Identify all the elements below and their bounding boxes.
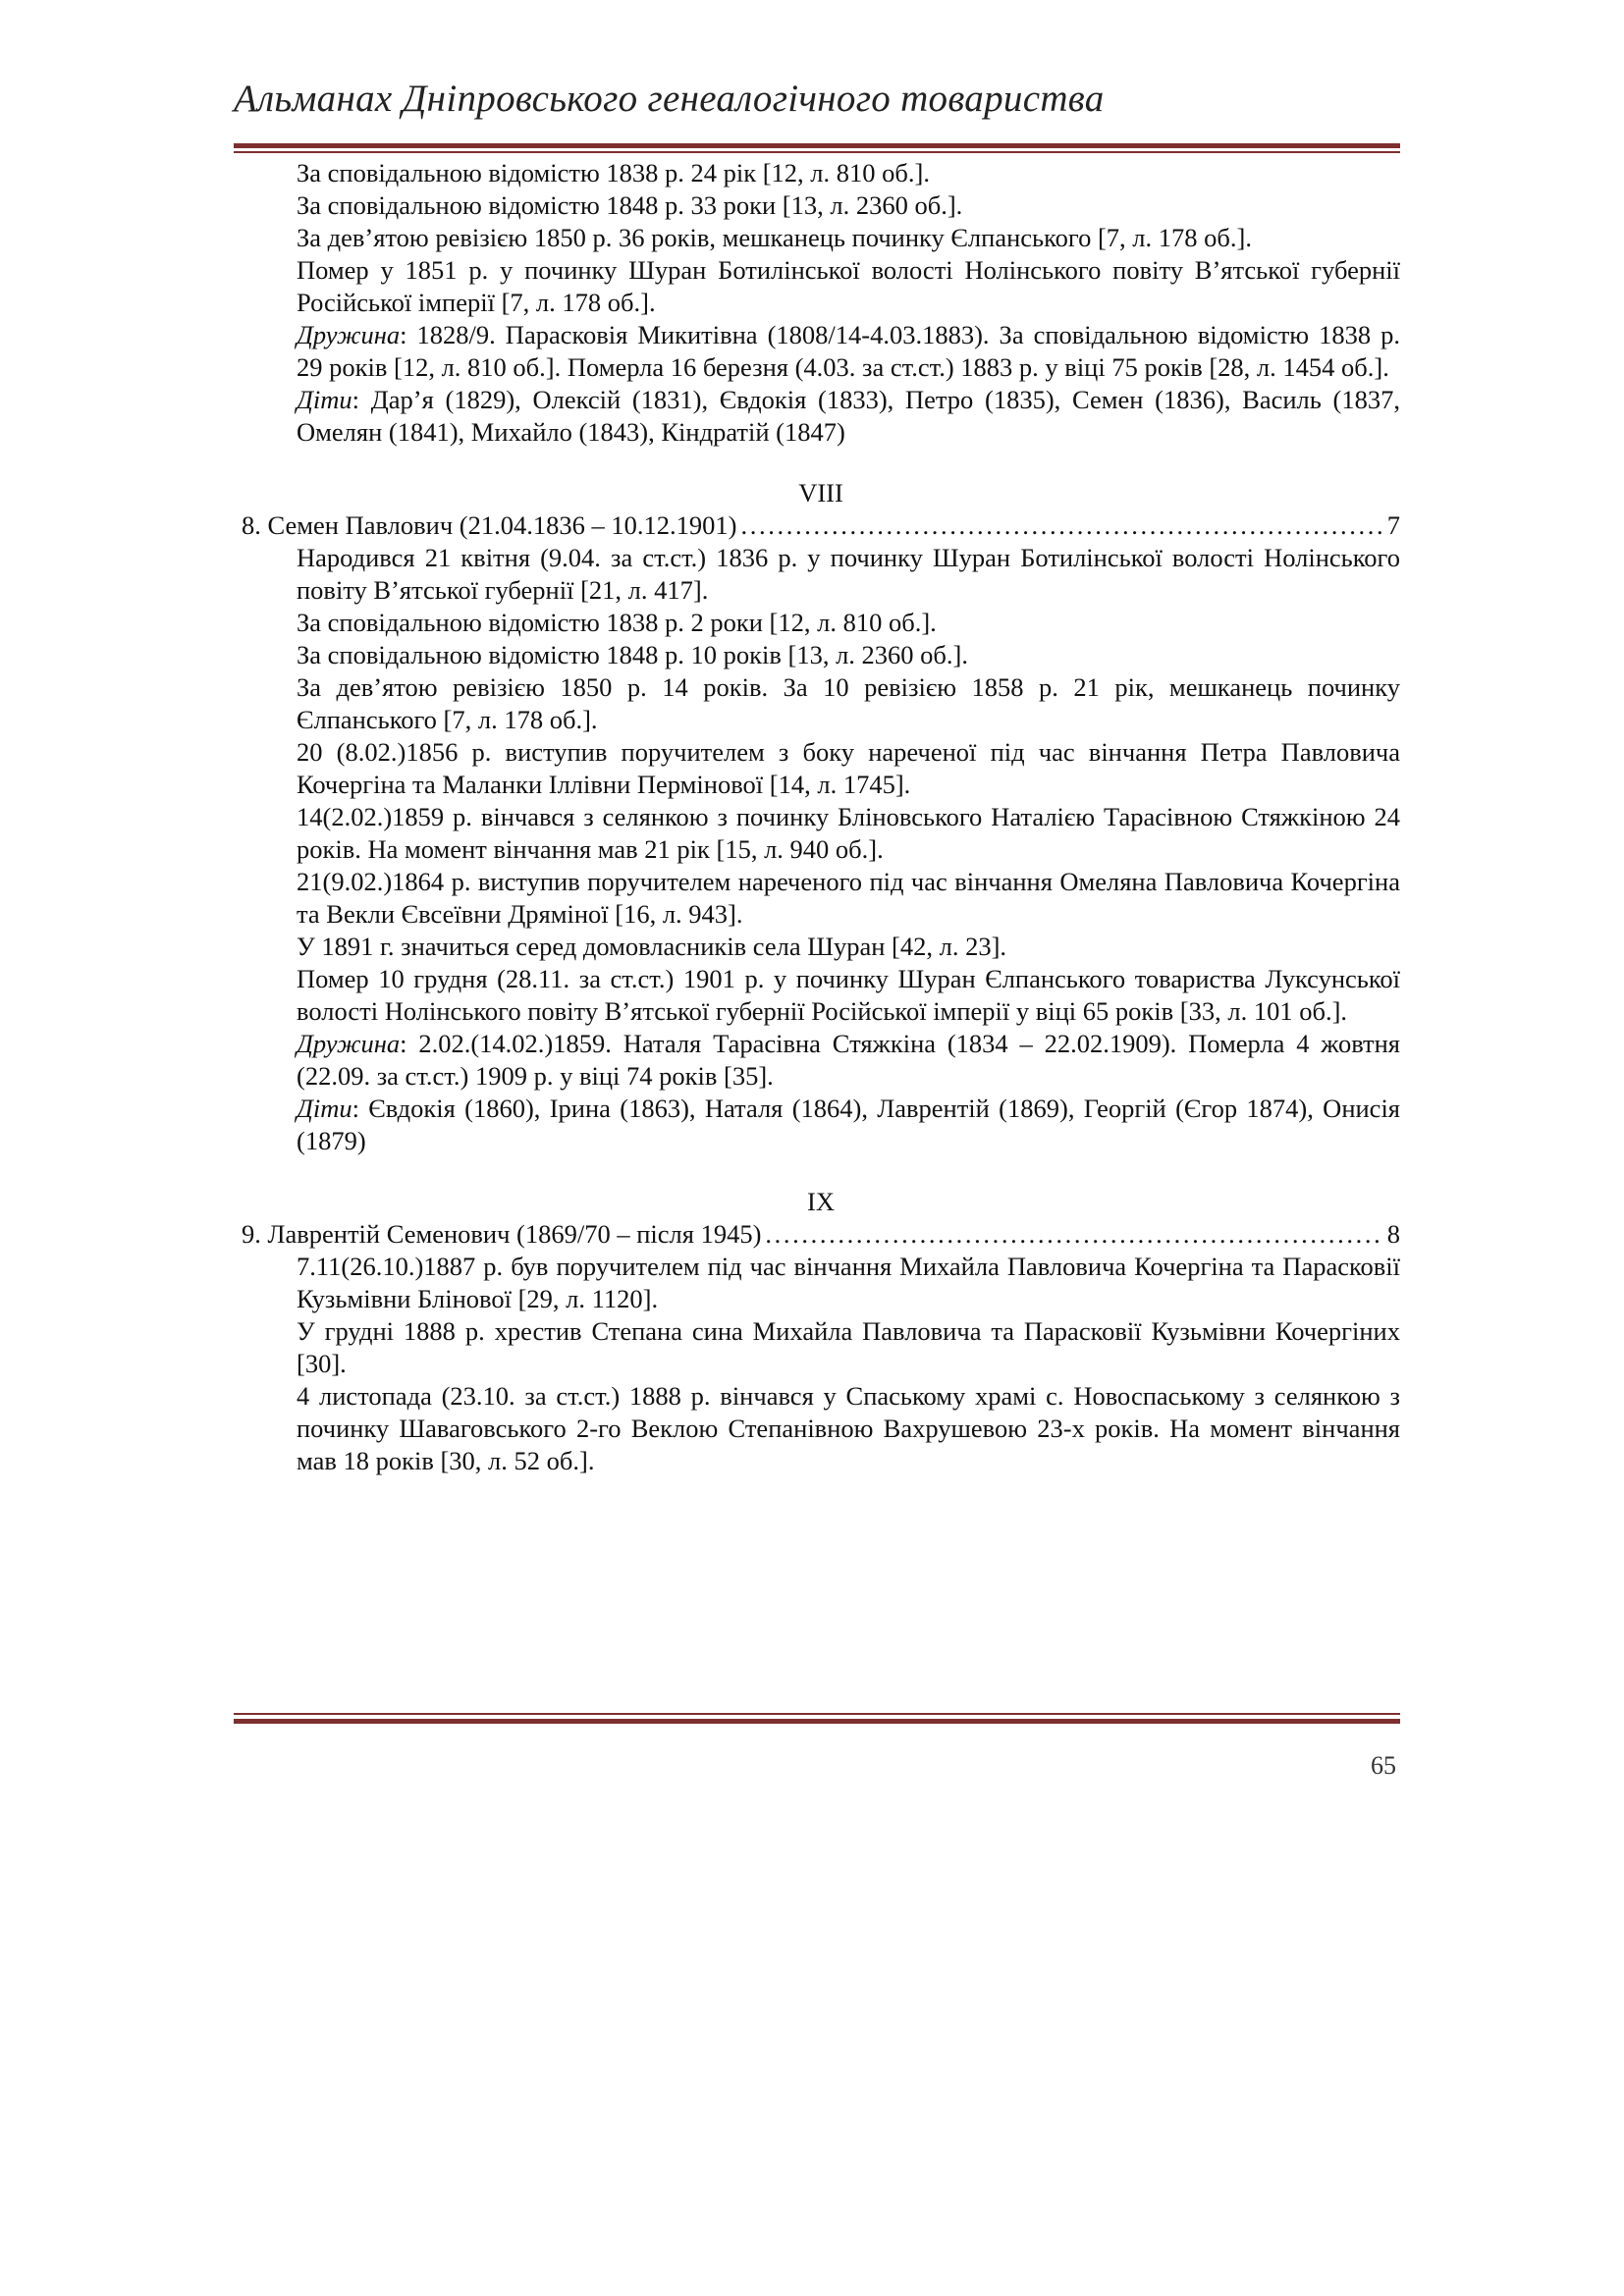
entry-ref: 7 [1386, 510, 1400, 540]
running-header-title: Альманах Дніпровського генеалогічного товариства [234, 78, 1105, 120]
paragraph: 21(9.02.)1864 р. виступив поручителем нареченого під час вінчання Омеляна Павловича Кочергіна та Векли Євсеївни Дряміної [16, л. 943]. [297, 867, 1400, 929]
spouse-paragraph: Дружина: 1828/9. Парасковія Микитівна (1808/14-4.03.1883). За сповідальною відомістю 1838 р. 29 років [12, л. 810 об.]. Померла 16 березня (4.03. за ст.ст.) 1883 р. у віці 75 років [28, л. 1454 об.]. [297, 320, 1400, 382]
section-title-ix: IX [807, 1187, 835, 1216]
children-paragraph: Діти: Дар’я (1829), Олексій (1831), Євдокія (1833), Петро (1835), Семен (1836), Василь (1837, Омелян (1841), Михайло (1843), Кіндратій (1847) [297, 385, 1400, 447]
entry-heading: 9. Лаврентій Семенович (1869/70 – після 1945) [242, 1219, 762, 1249]
paragraph: Помер 10 грудня (28.11. за ст.ст.) 1901 р. у починку Шуран Єлпанського товариства Луксунської волості Нолінського повіту В’ятської губернії Російської імперії у віці 65 років [33, л. 101 об.]. [297, 964, 1400, 1026]
entry-ref: 8 [1386, 1219, 1400, 1249]
paragraph: Народився 21 квітня (9.04. за ст.ст.) 1836 р. у починку Шуран Ботилінської волості Нолінського повіту В’ятської губернії [21, л. 417]. [297, 543, 1400, 605]
children-paragraph: Діти: Євдокія (1860), Ірина (1863), Наталя (1864), Лаврентій (1869), Георгій (Єгор 1874), Онисія (1879) [297, 1094, 1400, 1155]
section-ix-body [242, 1251, 1400, 1477]
children-label: Діти [297, 385, 352, 414]
toc-entry-9 [242, 1218, 1400, 1251]
paragraph: За сповідальною відомістю 1848 р. 10 років [13, л. 2360 об.]. [297, 640, 968, 669]
paragraph: У 1891 г. значиться серед домовласників села Шуран [42, л. 23]. [297, 932, 1007, 961]
toc-entry-8 [242, 509, 1400, 542]
paragraph: За сповідальною відомістю 1848 р. 33 роки [13, л. 2360 об.]. [297, 190, 963, 220]
paragraph: У грудні 1888 р. хрестив Степана сина Михайла Павловича та Парасковії Кузьмівни Кочергіних [30]. [297, 1316, 1400, 1378]
top-block [242, 157, 1400, 449]
paragraph: За дев’ятою ревізією 1850 р. 36 років, мешканець починку Єлпанського [7, л. 178 об.]. [297, 223, 1252, 252]
paragraph: 20 (8.02.)1856 р. виступив поручителем з боку нареченої під час вінчання Петра Павловича Кочергіна та Маланки Іллівни Пермінової [14, л. 1745]. [297, 737, 1400, 799]
paragraph: Помер у 1851 р. у починку Шуран Ботилінської волості Нолінського повіту В’ятської губернії Російської імперії [7, л. 178 об.]. [297, 255, 1400, 317]
paragraph: 14(2.02.)1859 р. вінчався з селянкою з починку Бліновського Наталією Тарасівною Стяжкіною 24 років. На момент вінчання мав 21 рік [15, л. 940 об.]. [297, 802, 1400, 864]
spouse-label: Дружина [297, 320, 401, 349]
header-rule-thick [234, 143, 1400, 148]
children-label: Діти [297, 1094, 352, 1123]
entry-heading: 8. Семен Павлович (21.04.1836 – 10.12.1901) [242, 510, 737, 540]
page-number: 65 [1371, 1751, 1396, 1780]
paragraph: За сповідальною відомістю 1838 р. 2 роки [12, л. 810 об.]. [297, 608, 937, 637]
spouse-paragraph: Дружина: 2.02.(14.02.)1859. Наталя Тарасівна Стяжкіна (1834 – 22.02.1909). Померла 4 жовтня (22.09. за ст.ст.) 1909 р. у віці 74 років [35]. [297, 1029, 1400, 1091]
spouse-label: Дружина [297, 1029, 401, 1058]
paragraph: За сповідальною відомістю 1838 р. 24 рік [12, л. 810 об.]. [297, 158, 930, 187]
page-body [242, 157, 1400, 1477]
section-viii-body [242, 542, 1400, 1157]
header-rule-thin [234, 151, 1400, 153]
section-title-viii: VIII [798, 478, 843, 507]
dot-leader [765, 1218, 1382, 1251]
footer-rule-thin [234, 1713, 1400, 1715]
paragraph: 4 листопада (23.10. за ст.ст.) 1888 р. вінчався у Спаському храмі с. Новоспаському з селянкою з починку Шаваговського 2-го Веклою Степанівною Вахрушевою 23-х років. На момент вінчання мав 18 років [30, л. 52 об.]. [297, 1381, 1400, 1475]
paragraph: За дев’ятою ревізією 1850 р. 14 років. За 10 ревізією 1858 р. 21 рік, мешканець починку Єлпанського [7, л. 178 об.]. [297, 672, 1400, 734]
paragraph: 7.11(26.10.)1887 р. був поручителем під час вінчання Михайла Павловича Кочергіна та Парасковії Кузьмівни Блінової [29, л. 1120]. [297, 1252, 1400, 1313]
dot-leader [740, 509, 1382, 542]
footer-rule-thick [234, 1719, 1400, 1724]
